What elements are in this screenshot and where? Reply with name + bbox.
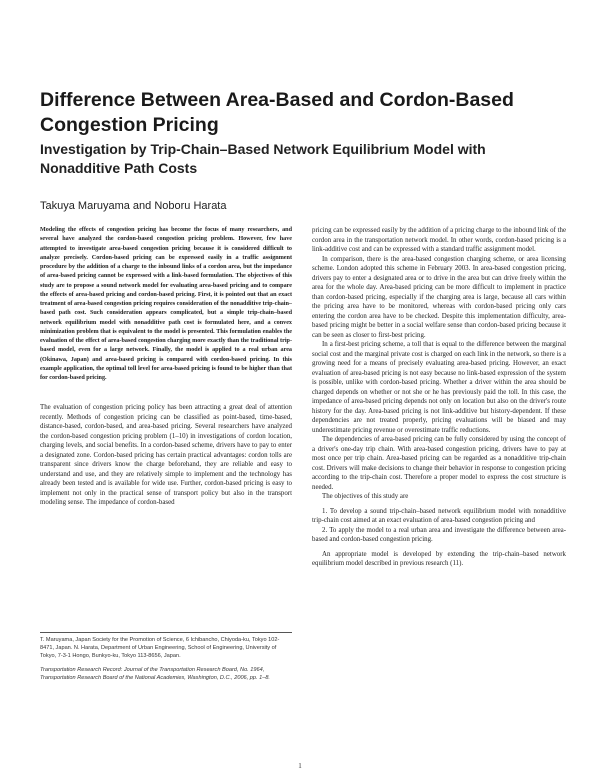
right-column xyxy=(312,226,566,569)
paper-subtitle: Investigation by Trip-Chain–Based Network Equilibrium Model with Nonadditive Path Costs xyxy=(40,141,486,176)
abstract: Modeling the effects of congestion pricing has become the focus of many researchers, and several have analyzed the cordon-based congestion pricing problem. However, few have attempted to investigate area-based congestion pricing because it is considered difficult to analyze precisely. Cordon-based pricing can be expressed easily in a traffic assignment procedure by the addition of a charge to the inbound links of a cordon area, but the impedance of area-based pricing cannot be expressed with a link-based formulation. The objectives of this study are to propose a sound network model for evaluating area-based pricing and to compare the effects of area-based pricing and cordon-based pricing. First, it is pointed out that an exact treatment of area-based congestion pricing requires consideration of the nonadditive trip-chain–based path cost. Such consideration appears complicated, but a simple trip-chain–based network equilibrium model with nonadditive path cost is formulated here, and a convex minimization problem that is equivalent to the model is presented. This formulation enables the evaluation of the effect of area-based congestion charging more exactly than the traditional trip-based model, even for a large network. Finally, the model is applied to a real urban area (Okinawa, Japan) and area-based pricing is compared with cordon-based pricing. In this example application, the optimal toll level for area-based pricing is found to be higher than that for cordon-based pricing. xyxy=(40,227,292,381)
author-affiliations: T. Maruyama, Japan Society for the Promotion of Science, 6 Ichibancho, Chiyoda-ku, Tokyo 102-8471, Japan. N. Harata, Department of Urban Engineering, School of Engineering, University of Tokyo, 7-3-1 Hongo, Bunkyo-ku, Tokyo 113-8656, Japan. xyxy=(40,637,280,659)
body-paragraph: The evaluation of congestion pricing policy has been attracting a great deal of attention recently. Methods of congestion pricing can be classified as point-based, time-based, distance-based, cordon-based, and area-based pricing. Several researchers have analyzed the cordon-based congestion pricing problem (1–10) in investigations of cordon location, charging levels, and social benefits. In a cordon-based scheme, drivers have to pay to enter a designated zone. Cordon-based pricing has certain practical advantages: cordon tolls are transparent since drivers know the charge beforehand, they are reliable and easy to understand and use, and they are relatively simple to implement and the technology has already been tested and is available for wide use. Further, cordon-based pricing is easy to implement not only in the practical sense of transport policy but also in the transport modeling sense. The impedance of cordon-based xyxy=(40,404,292,507)
body-paragraph: 2. To apply the model to a real urban area and investigate the difference between area-based and cordon-based congestion pricing. xyxy=(312,526,566,543)
body-paragraph: In a first-best pricing scheme, a toll that is equal to the difference between the marginal social cost and the marginal private cost is charged on each link in the network, so there is a growing need for a means of precisely evaluating area-based pricing. However, an exact evaluation of area-based pricing is not easy because no link-based expression of the system is possible, unlike with cordon-based pricing. Whether a driver within the area should be charged depends on whether or not she or he has previously paid the toll. In this case, the impedance of area-based pricing depends not only on location but also on the driver's route history for the day. Area-based pricing is not link-additive but history-dependent. If these dependencies are not treated properly, pricing evaluations will be biased and may underestimate pricing revenue or overestimate traffic reductions. xyxy=(312,341,566,434)
left-body-text xyxy=(40,401,292,508)
paper-title: Difference Between Area-Based and Cordon-Based Congestion Pricing xyxy=(40,89,514,136)
body-paragraph: pricing can be expressed easily by the addition of a pricing charge to the inbound link of the cordon area in the transportation network model. In other words, cordon-based pricing is a link-additive cost and can be expressed with a standard traffic assignment model. xyxy=(312,227,566,253)
body-paragraph: The dependencies of area-based pricing can be fully considered by using the concept of a driver's one-day trip chain. With area-based congestion pricing, drivers have to pay at most once per trip chain. Area-based pricing can be regarded as a nonadditive trip-chain cost. Drivers will make decisions to change their behavior in response to congestion pricing according to the trip-chain cost. Therefore a proper model to express the cost structure is needed. xyxy=(312,436,566,491)
footnotes xyxy=(40,632,292,683)
body-paragraph: An appropriate model is developed by extending the trip-chain–based network equilibrium model described in previous research (11). xyxy=(312,550,566,567)
body-paragraph: The objectives of this study are xyxy=(322,493,409,500)
body-paragraph: In comparison, there is the area-based congestion charging scheme, or area licensing scheme. London adopted this scheme in February 2003. In area-based congestion pricing, drivers pay to enter a designated area or to drive in the area but can drive freely within the area for the whole day. Area-based pricing can be more difficult to implement in practice than cordon-based pricing, especially if the charging area is large, because all cars within the pricing area have to be monitored, whereas with cordon-based pricing only cars entering the cordon area have to be checked. Despite this implementation difficulty, area-based pricing might be better in a social welfare sense than cordon-based pricing because it can be seen as closer to first-best pricing. xyxy=(312,255,566,339)
left-column xyxy=(40,226,292,508)
author-line: Takuya Maruyama and Noboru Harata xyxy=(40,200,227,212)
journal-citation: Transportation Research Record: Journal of the Transportation Research Board, No. 1964, Transportation Research Board of the National Academies, Washington, D.C., 2006, pp. 1–8. xyxy=(40,666,270,681)
page-number: 1 xyxy=(298,762,302,770)
body-paragraph: 1. To develop a sound trip-chain–based network equilibrium model with nonadditive trip-chain cost aimed at an exact evaluation of area-based congestion pricing and xyxy=(312,507,566,524)
